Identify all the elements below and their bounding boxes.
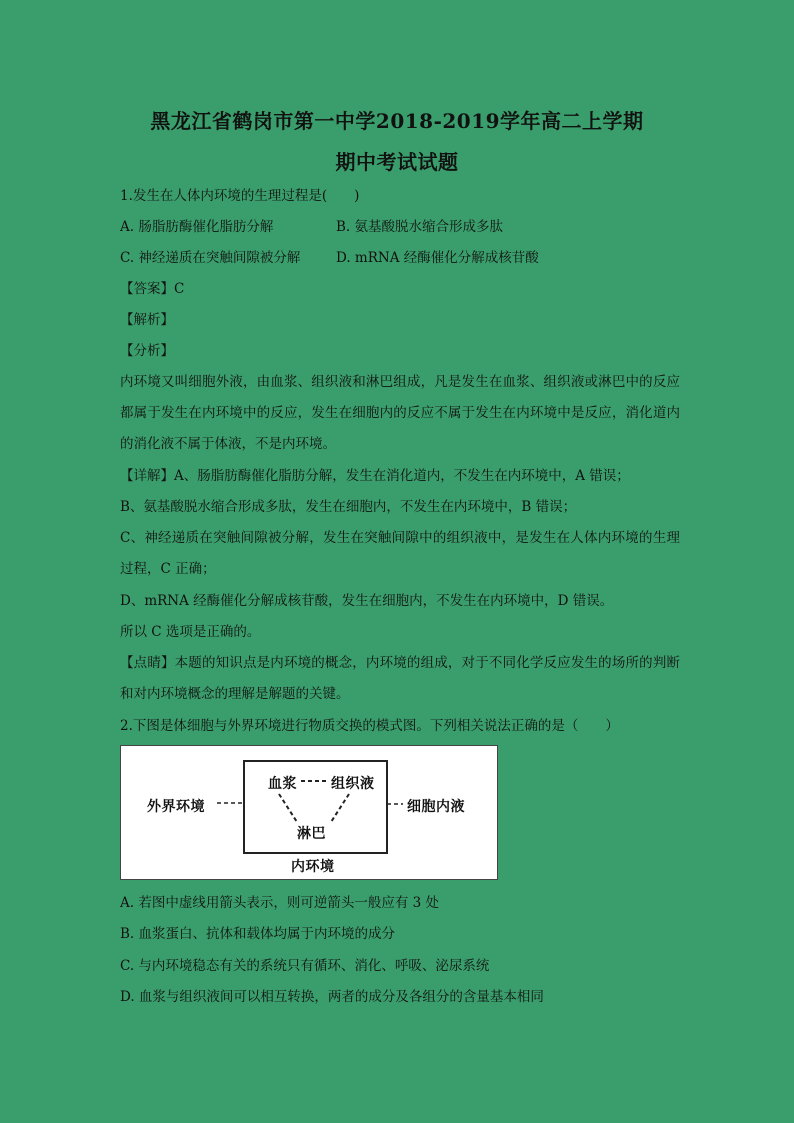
- dash-tissue-lymph: [331, 794, 349, 822]
- q2-option-c: C. 与内环境稳态有关的系统只有循环、消化、呼吸、泌尿系统: [120, 958, 490, 974]
- q1-answer: 【答案】C: [120, 281, 185, 297]
- label-tissue-fluid: 组织液: [331, 776, 375, 792]
- q2-option-b: B. 血浆蛋白、抗体和载体均属于内环境的成分: [120, 926, 396, 942]
- q1-option-c: C. 神经递质在突触间隙被分解: [120, 250, 301, 266]
- label-plasma: 血浆: [268, 776, 297, 792]
- q1-options-cd: [120, 248, 680, 268]
- page-title-line-2: 期中考试试题: [335, 150, 459, 174]
- q1-detail-c: C、神经递质在突触间隙被分解，发生在突触间隙中的组织液中，是发生在人体内环境的生理过程，C 正确；: [120, 530, 680, 577]
- q1-fenxi-text: 内环境又叫细胞外液，由血浆、组织液和淋巴组成，凡是发生在血浆、组织液或淋巴中的反应都属于发生在内环境中的反应，发生在细胞内的反应不属于发生在内环境中是反应，消化道内的消化液不属于体液，不是内环境。: [120, 374, 680, 452]
- q1-fenxi-heading: 【分析】: [120, 343, 174, 359]
- q1-detail-d: D、mRNA 经酶催化分解成核苷酸，发生在细胞内，不发生在内环境中，D 错误。: [120, 593, 614, 609]
- q1-stem: 1.发生在人体内环境的生理过程是( ): [120, 188, 360, 204]
- q1-option-d: D. mRNA 经酶催化分解成核苷酸: [336, 250, 539, 266]
- page-title-line-1: 黑龙江省鹤岗市第一中学2018-2019学年高二上学期: [150, 109, 644, 133]
- q1-analysis-heading: 【解析】: [120, 312, 174, 328]
- label-cell-fluid: 细胞内液: [407, 799, 465, 815]
- q2-option-d: D. 血浆与组织液间可以相互转换，两者的成分及各组分的含量基本相同: [120, 989, 544, 1005]
- label-outer-environment: 外界环境: [147, 799, 205, 815]
- exchange-diagram: [120, 745, 498, 880]
- label-internal-environment: 内环境: [291, 859, 335, 875]
- q1-option-a: A. 肠脂肪酶催化脂肪分解: [120, 219, 274, 235]
- q1-detail-b: B、氨基酸脱水缩合形成多肽，发生在细胞内，不发生在内环境中，B 错误；: [120, 499, 577, 515]
- q1-options-ab: [120, 217, 680, 237]
- q1-detail-a: 【详解】A、肠脂肪酶催化脂肪分解，发生在消化道内，不发生在内环境中，A 错误；: [120, 468, 630, 484]
- q2-stem: 2.下图是体细胞与外界环境进行物质交换的模式图。下列相关说法正确的是（ ）: [120, 718, 619, 734]
- q1-conclusion: 所以 C 选项是正确的。: [120, 624, 261, 640]
- dash-plasma-lymph: [279, 794, 297, 822]
- q1-dianjing: 【点睛】本题的知识点是内环境的概念，内环境的组成，对于不同化学反应发生的场所的判断和对内环境概念的理解是解题的关键。: [120, 655, 680, 702]
- q2-option-a: A. 若图中虚线用箭头表示，则可逆箭头一般应有 3 处: [120, 895, 440, 911]
- label-lymph: 淋巴: [297, 826, 326, 842]
- q1-option-b: B. 氨基酸脱水缩合形成多肽: [336, 219, 504, 235]
